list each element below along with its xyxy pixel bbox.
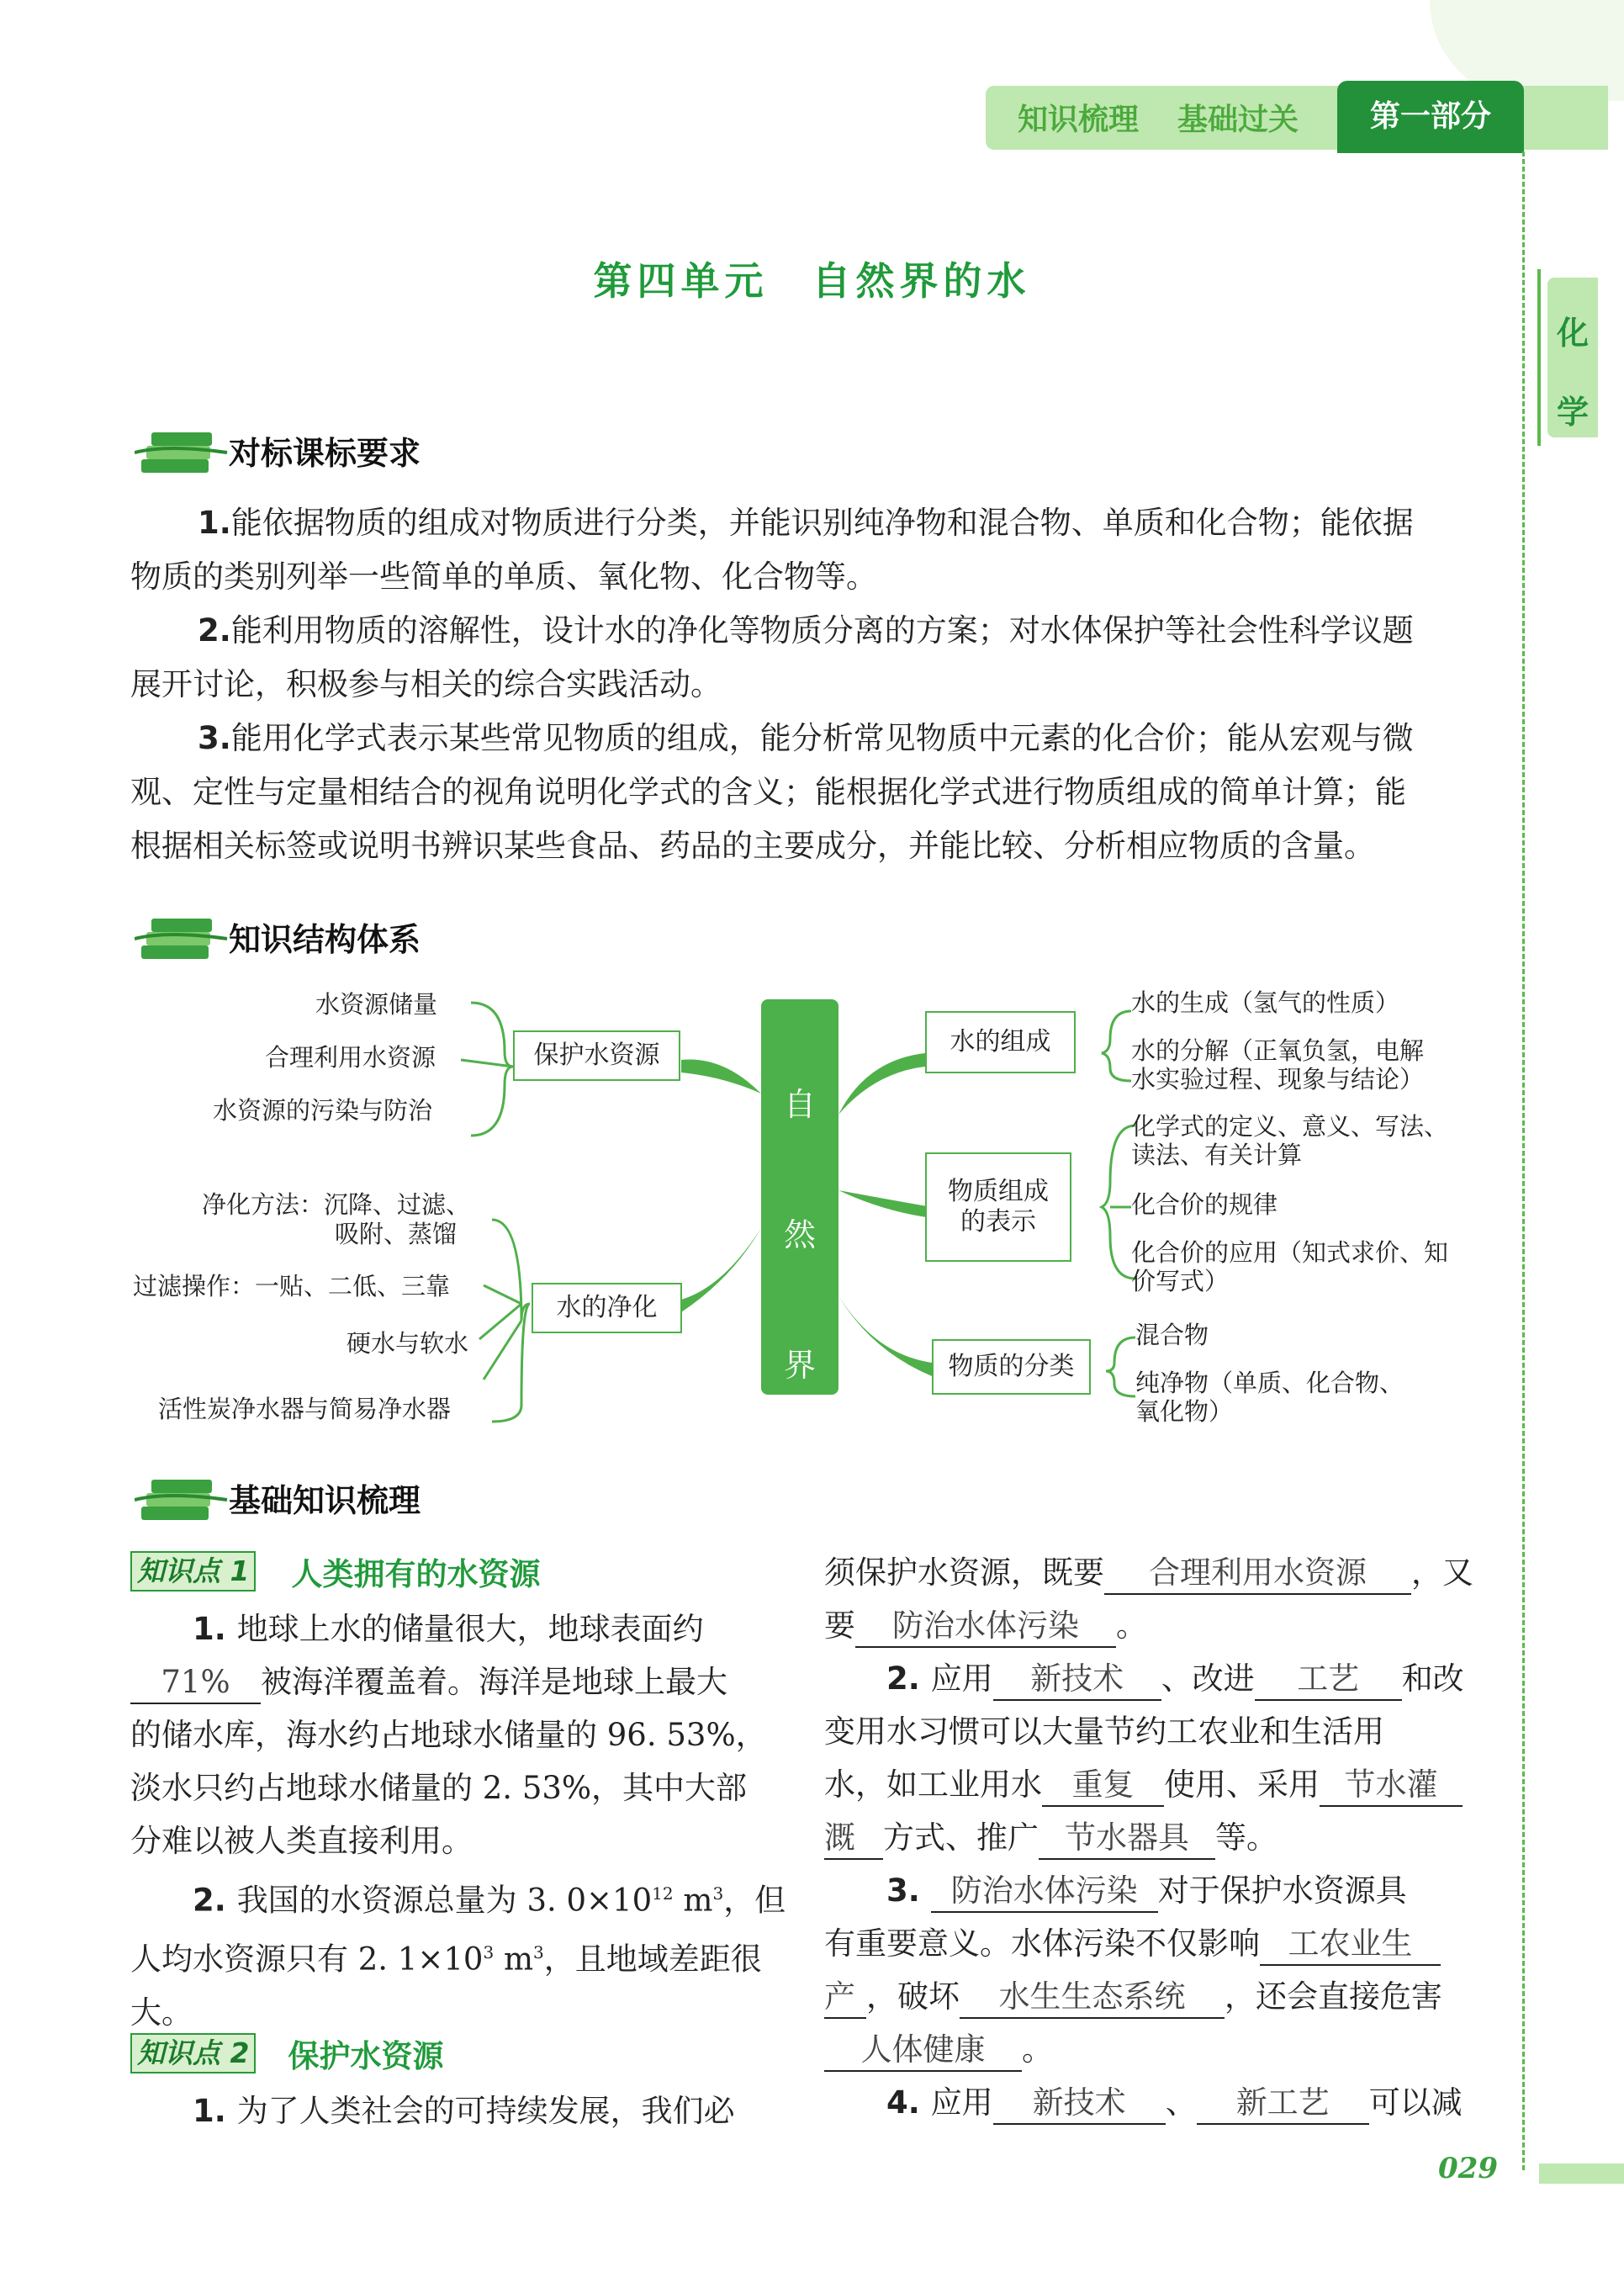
text-line: 。 <box>1022 2031 1053 2068</box>
mm-protect-item-3: 水资源的污染与防治 <box>213 1096 433 1125</box>
subject-char-1: 化 <box>1556 315 1589 352</box>
text-line: ，还会直接危害 <box>1225 1978 1442 2015</box>
text-line: 人均水资源只有 2. 1×10 <box>130 1941 484 1978</box>
superscript: 3 <box>483 1942 495 1963</box>
kp-title: 保护水资源 <box>288 2038 444 2074</box>
mm-purify-box: 水的净化 <box>532 1283 682 1333</box>
text-line: 为了人类社会的可持续发展，我们必 <box>236 2093 735 2129</box>
req-1-line-1: 能依据物质的组成对物质进行分类，并能识别纯净物和混合物、单质和化合物；能依据 <box>230 505 1414 541</box>
section-title: 基础知识梳理 <box>229 1482 421 1519</box>
item-number: 3. <box>886 1872 931 1909</box>
mm-purify-item-2: 过滤操作：一贴、二低、三靠 <box>133 1272 451 1300</box>
mm-classification-item-2b: 氧化物） <box>1135 1397 1234 1426</box>
answer-blank: 新技术 <box>993 2083 1166 2125</box>
req-num-1: 1. <box>198 505 231 541</box>
text-line: 变用水习惯可以大量节约工农业和生活用 <box>824 1713 1384 1750</box>
mm-center-char: 然 <box>783 1216 816 1253</box>
text-line: 有重要意义。水体污染不仅影响 <box>824 1925 1260 1962</box>
mm-classification-item-1: 混合物 <box>1135 1321 1209 1349</box>
subject-char-2: 学 <box>1556 394 1589 431</box>
requirements-text <box>130 496 1476 873</box>
item-number: 2. <box>886 1660 931 1697</box>
answer-blank: 新工艺 <box>1197 2083 1369 2125</box>
unit-title: 第四单元 自然界的水 <box>593 258 1031 304</box>
req-3-line-3: 根据相关标签或说明书辨识某些食品、药品的主要成分，并能比较、分析相应物质的含量。 <box>130 828 1375 864</box>
mm-representation-item-1b: 读法、有关计算 <box>1131 1141 1303 1169</box>
text-line: 分难以被人类直接利用。 <box>130 1823 473 1859</box>
mm-representation-box-line-2: 的表示 <box>960 1207 1036 1237</box>
mm-center-char: 界 <box>783 1347 816 1384</box>
mm-protect-item-1: 水资源储量 <box>315 990 438 1019</box>
answer-blank: 防治水体污染 <box>855 1606 1116 1648</box>
books-icon <box>135 914 229 964</box>
req-num-3: 3. <box>198 720 231 756</box>
knowledge-point-1 <box>130 1552 540 1591</box>
header-part-tab <box>1337 81 1524 153</box>
mm-composition-item-2: 水的分解（正氧负氢，电解 <box>1131 1036 1425 1065</box>
answer-blank: 节水器具 <box>1039 1818 1215 1860</box>
answer-blank: 水生生态系统 <box>960 1977 1225 2019</box>
header-label-review: 知识梳理 <box>1018 103 1140 137</box>
mm-purify-item-1: 净化方法：沉降、过滤、 <box>202 1190 471 1219</box>
text-line: 对于保护水资源具 <box>1157 1872 1407 1909</box>
text-line: 方式、推广 <box>883 1819 1039 1856</box>
header-part-label: 第一部分 <box>1369 99 1491 134</box>
text-line: 须保护水资源，既要 <box>824 1554 1104 1591</box>
text-line: 、 <box>1165 2084 1197 2121</box>
answer-blank: 新技术 <box>993 1659 1161 1701</box>
kp-tag: 知识点 2 <box>130 2033 256 2074</box>
superscript: 3 <box>712 1883 724 1904</box>
page-number: 029 <box>1438 2152 1498 2185</box>
kp-title: 人类拥有的水资源 <box>291 1556 541 1592</box>
req-3-line-2: 观、定性与定量相结合的视角说明化学式的含义；能根据化学式进行物质组成的简单计算；能 <box>130 774 1406 810</box>
answer-blank: 溉 <box>824 1818 883 1860</box>
answer-blank: 合理利用水资源 <box>1104 1553 1411 1595</box>
text-line: 使用、采用 <box>1164 1766 1320 1803</box>
mm-composition-item-1: 水的生成（氢气的性质） <box>1131 988 1400 1017</box>
answer-blank: 人体健康 <box>824 2030 1022 2072</box>
text-line: 应用 <box>930 2084 993 2121</box>
mm-center-char: 自 <box>783 1086 816 1123</box>
superscript: 12 <box>652 1883 674 1904</box>
mm-protect-box: 保护水资源 <box>513 1030 680 1081</box>
mm-representation-item-2: 化合价的规律 <box>1131 1190 1278 1219</box>
req-3-line-1: 能用化学式表示某些常见物质的组成，能分析常见物质中元素的化合价；能从宏观与微 <box>230 720 1414 756</box>
text-line: 应用 <box>930 1660 993 1697</box>
mm-classification-item-2: 纯净物（单质、化合物、 <box>1135 1369 1404 1397</box>
text-line: 、改进 <box>1161 1660 1255 1697</box>
mm-center-node <box>761 999 838 1644</box>
text-line: 要 <box>824 1607 855 1644</box>
page-number-bar <box>1539 2164 1624 2184</box>
superscript: 3 <box>533 1942 544 1963</box>
mm-composition-box: 水的组成 <box>925 1011 1076 1073</box>
text-line: ，且地域差距很 <box>543 1941 762 1978</box>
req-2-line-1: 能利用物质的溶解性，设计水的净化等物质分离的方案；对水体保护等社会性科学议题 <box>230 612 1414 649</box>
text-line: 地球上水的储量很大，地球表面约 <box>236 1611 704 1647</box>
answer-blank: 防治水体污染 <box>931 1871 1158 1913</box>
knowledge-point-2 <box>130 2034 443 2073</box>
answer-blank: 产 <box>824 1977 866 2019</box>
mm-representation-item-3: 化合价的应用（知式求价、知 <box>1131 1238 1449 1267</box>
mm-representation-box <box>925 1152 1071 1262</box>
text-line: 。 <box>1116 1607 1147 1644</box>
mm-representation-item-1: 化学式的定义、意义、写法、 <box>1131 1112 1449 1141</box>
answer-blank: 工农业生 <box>1260 1924 1441 1966</box>
answer-blank: 工艺 <box>1255 1659 1402 1701</box>
req-1-line-2: 物质的类别列举一些简单的单质、氧化物、化合物等。 <box>130 559 877 595</box>
text-line: ，又 <box>1411 1554 1473 1591</box>
item-number: 4. <box>886 2084 931 2121</box>
text-line: 被海洋覆盖着。海洋是地球上最大 <box>261 1664 727 1700</box>
header-label-basics: 基础过关 <box>1177 103 1299 137</box>
item-number: 1. <box>193 2093 237 2129</box>
mm-classification-box: 物质的分类 <box>932 1339 1091 1395</box>
text-line: 可以减 <box>1368 2084 1463 2121</box>
answer-blank: 节水灌 <box>1320 1765 1463 1807</box>
text-line: m <box>673 1882 713 1919</box>
item-number: 1. <box>193 1611 237 1647</box>
req-num-2: 2. <box>198 612 231 649</box>
text-line: ，但 <box>723 1882 786 1919</box>
text-line: 的储水库，海水约占地球水储量的 96. 53%， <box>130 1717 767 1753</box>
kp-tag: 知识点 1 <box>130 1551 256 1592</box>
left-column-text <box>130 1602 795 2039</box>
text-line: 淡水只约占地球水储量的 2. 53%，其中大部 <box>130 1770 748 1806</box>
mm-center-char: 水 <box>783 1607 816 1644</box>
text-line: 等。 <box>1215 1819 1278 1856</box>
books-icon <box>135 1475 229 1525</box>
item-number: 2. <box>193 1882 237 1919</box>
books-icon <box>135 427 229 478</box>
req-2-line-2: 展开讨论，积极参与相关的综合实践活动。 <box>130 666 722 702</box>
section-title: 知识结构体系 <box>229 921 421 958</box>
text-line: 和改 <box>1401 1660 1464 1697</box>
text-line: ，破坏 <box>866 1978 960 2015</box>
mm-purify-item-1b: 吸附、蒸馏 <box>335 1220 458 1248</box>
text-line: 大。 <box>130 1994 193 2031</box>
mm-purify-item-4: 活性炭净水器与简易净水器 <box>158 1395 452 1423</box>
mm-center-char: 的 <box>783 1477 816 1514</box>
text-line: 水，如工业用水 <box>824 1766 1042 1803</box>
section-title: 对标课标要求 <box>229 435 421 472</box>
mm-composition-item-2b: 水实验过程、现象与结论） <box>1131 1065 1425 1094</box>
mm-representation-item-3b: 价写式） <box>1131 1267 1230 1295</box>
text-line: 我国的水资源总量为 3. 0×10 <box>236 1882 653 1919</box>
mm-representation-box-line-1: 物质组成 <box>948 1177 1049 1206</box>
answer-blank: 重复 <box>1042 1765 1164 1807</box>
left-column-text-2 <box>130 2084 795 2137</box>
mm-protect-item-2: 合理利用水资源 <box>265 1043 436 1072</box>
right-column-text <box>824 1546 1505 2129</box>
text-line: m <box>494 1941 534 1978</box>
mm-purify-item-3: 硬水与软水 <box>346 1329 469 1358</box>
answer-blank: 71% <box>130 1662 261 1704</box>
